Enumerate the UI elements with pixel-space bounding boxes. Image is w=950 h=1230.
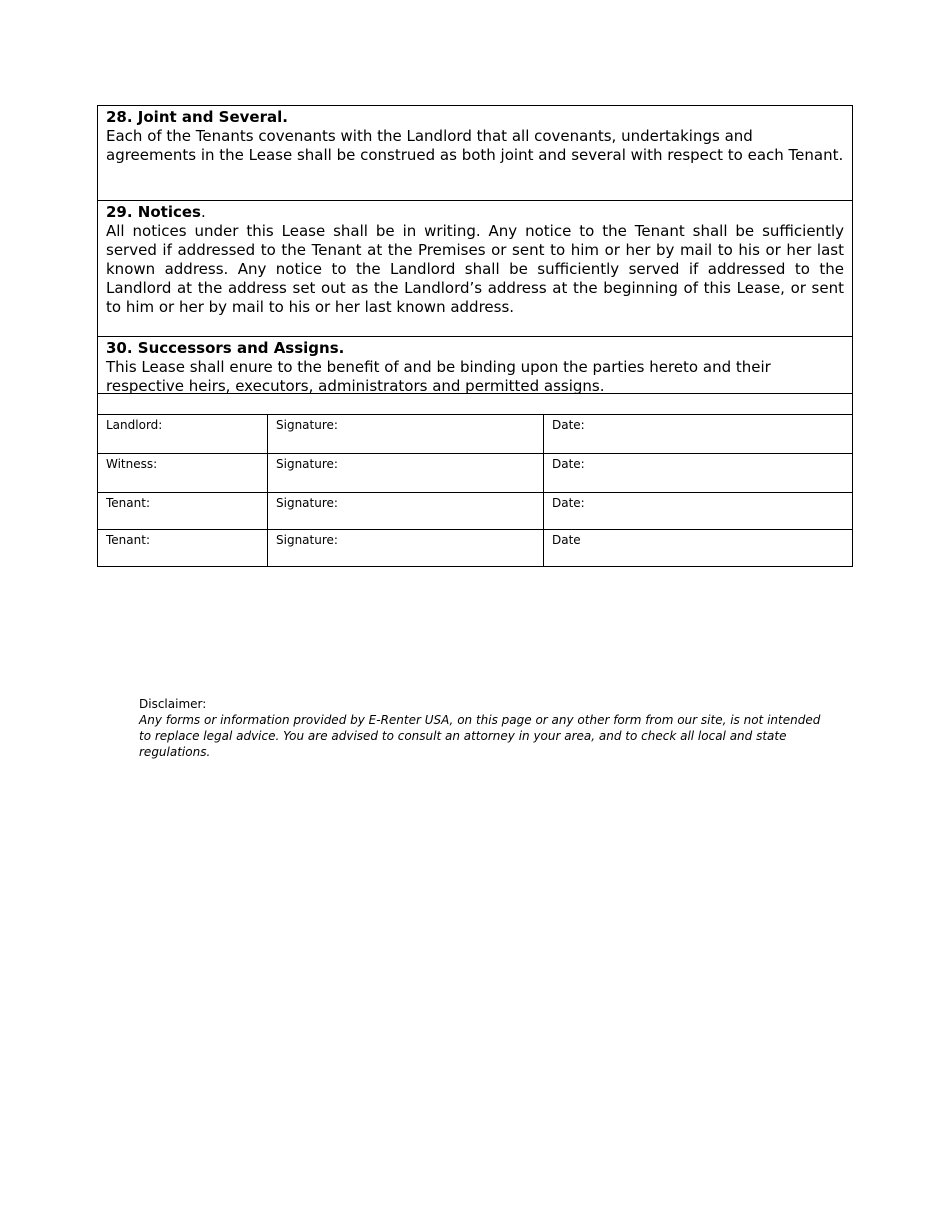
party-label: Tenant: <box>98 530 268 566</box>
party-label: Witness: <box>98 454 268 492</box>
party-label: Tenant: <box>98 493 268 529</box>
date-field[interactable]: Date: <box>552 418 585 432</box>
signature-row-landlord <box>98 415 852 454</box>
clause-title: 30. Successors and Assigns. <box>106 339 345 357</box>
signature-row-witness <box>98 454 852 493</box>
signature-field[interactable]: Signature: <box>268 493 544 529</box>
signature-row-tenant <box>98 493 852 530</box>
disclaimer <box>139 696 829 760</box>
date-field[interactable]: Date: <box>552 496 585 510</box>
signature-row-tenant <box>98 530 852 566</box>
signature-field[interactable]: Signature: <box>268 530 544 566</box>
party-label: Landlord: <box>98 415 268 453</box>
blank-row <box>98 394 852 415</box>
lease-clauses-table <box>97 105 853 567</box>
clause-body: Each of the Tenants covenants with the Landlord that all covenants, undertakings and agreements in the Lease shall be construed as both joint and several with respect to each Tenant. <box>106 127 844 164</box>
clause-successors-and-assigns <box>98 337 852 394</box>
disclaimer-label: Disclaimer: <box>139 697 207 711</box>
clause-body: All notices under this Lease shall be in writing. Any notice to the Tenant shall be sufficiently served if addressed to the Tenant at the Premises or sent to him or her by mail to his or her last known address. Any notice to the Landlord shall be sufficiently served if addressed to the Landlord at the address set out as the Landlord’s address at the beginning of this Lease, or sent to him or her by mail to his or her last known address. <box>106 222 844 316</box>
clause-notices <box>98 201 852 337</box>
signature-field[interactable]: Signature: <box>268 454 544 492</box>
date-field[interactable]: Date: <box>552 457 585 471</box>
disclaimer-text: Any forms or information provided by E-Renter USA, on this page or any other form from our site, is not intended to replace legal advice. You are advised to consult an attorney in your area, and to check all local and state regulations. <box>139 713 821 759</box>
date-field[interactable]: Date <box>552 533 581 547</box>
clause-joint-and-several <box>98 106 852 201</box>
signature-field[interactable]: Signature: <box>268 415 544 453</box>
clause-title-punctuation: . <box>200 203 206 221</box>
clause-title: 28. Joint and Several. <box>106 108 288 126</box>
clause-body: This Lease shall enure to the benefit of and be binding upon the parties hereto and their respective heirs, executors, administrators and permitted assigns. <box>106 358 771 395</box>
clause-title: 29. Notices <box>106 203 201 221</box>
